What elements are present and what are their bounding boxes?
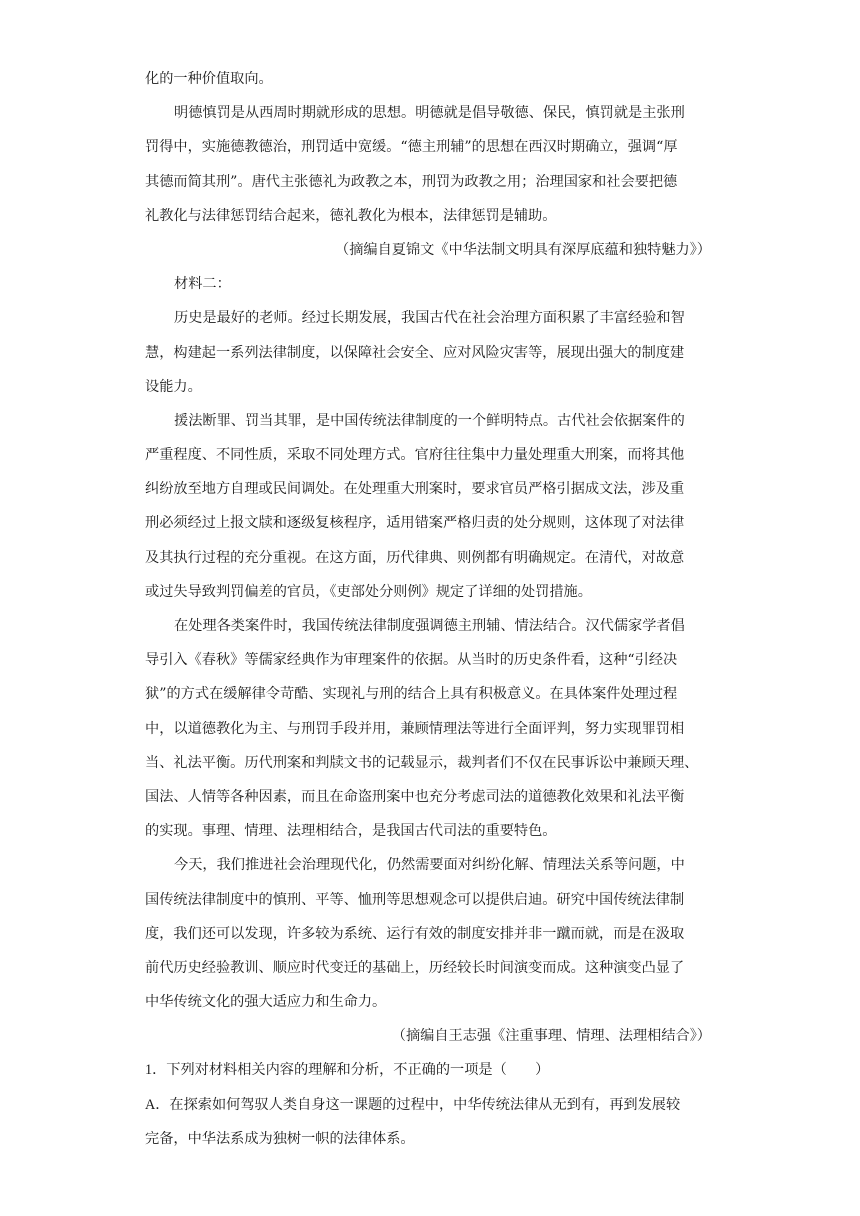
paragraph-line: 历史是最好的老师。经过长期发展，我国古代在社会治理方面积累了丰富经验和智 [174, 310, 685, 327]
paragraph-line: 礼教化与法律惩罚结合起来，德礼教化为根本，法律惩罚是辅助。 [145, 207, 557, 224]
paragraph-line: 的实现。事理、情理、法理相结合，是我国古代司法的重要特色。 [145, 823, 557, 840]
paragraph-line: 中，以道德教化为主、与刑罚手段并用，兼顾情理法等进行全面评判，努力实现罪罚相 [145, 720, 685, 737]
paragraph-line: 化的一种价值取向。 [145, 71, 273, 87]
section-heading: 材料二： [174, 276, 231, 293]
paragraph-line: 其德而简其刑”。唐代主张德礼为政教之本，刑罚为政教之用；治理国家和社会要把德 [145, 173, 678, 190]
paragraph-line: 今天，我们推进社会治理现代化，仍然需要面对纠纷化解、情理法关系等问题，中 [174, 857, 685, 874]
paragraph-line: 严重程度、不同性质，采取不同处理方式。官府往往集中力量处理重大刑案，而将其他 [145, 447, 685, 464]
paragraph-line: 援法断罪、罚当其罪，是中国传统法律制度的一个鲜明特点。古代社会依据案件的 [174, 412, 685, 429]
paragraph-line: 慧，构建起一系列法律制度，以保障社会安全、应对风险灾害等，展现出强大的制度建 [145, 344, 685, 361]
paragraph-line: 狱”的方式在缓解律令苛酷、实现礼与刑的结合上具有积极意义。在具体案件处理过程 [145, 686, 678, 703]
paragraph-line: 中华传统文化的强大适应力和生命力。 [145, 994, 387, 1011]
answer-option-a-continued: 完备，中华法系成为独树一帜的法律体系。 [145, 1130, 415, 1147]
paragraph-line: 国法、人情等各种因素，而且在命盗刑案中也充分考虑司法的道德教化效果和礼法平衡 [145, 788, 685, 805]
question-stem: 1．下列对材料相关内容的理解和分析，不正确的一项是（ ） [145, 1062, 550, 1079]
paragraph-line: 明德慎罚是从西周时期就形成的思想。明德就是倡导敬德、保民，慎罚就是主张刑 [174, 105, 685, 122]
paragraph-line: 设能力。 [145, 378, 202, 395]
paragraph-line: 导引入《春秋》等儒家经典作为审理案件的依据。从当时的历史条件看，这种“引经决 [145, 652, 678, 669]
paragraph-line: 刑必须经过上报文牍和逐级复核程序，适用错案严格归责的处分规则，这体现了对法律 [145, 515, 685, 532]
source-citation: （摘编自夏锦文《中华法制文明具有深厚底蕴和独特魅力》） [335, 241, 711, 258]
answer-option-a: A．在探索如何驾驭人类自身这一课题的过程中，中华传统法律从无到有，再到发展较 [145, 1096, 681, 1113]
document-page [145, 62, 717, 1156]
paragraph-line: 国传统法律制度中的慎刑、平等、恤刑等思想观念可以提供启迪。研究中国传统法律制 [145, 891, 685, 908]
paragraph-line: 在处理各类案件时，我国传统法律制度强调德主刑辅、情法结合。汉代儒家学者倡 [174, 618, 685, 634]
source-citation: （摘编自王志强《注重事理、情理、法理相结合》） [391, 1028, 711, 1045]
paragraph-line: 或过失导致判罚偏差的官员，《吏部处分则例》规定了详细的处罚措施。 [145, 583, 592, 600]
paragraph-line: 罚得中，实施德教德治，刑罚适中宽缓。“德主刑辅”的思想在西汉时期确立，强调“厚 [145, 139, 678, 156]
paragraph-line: 纠纷放至地方自理或民间调处。在处理重大刑案时，要求官员严格引据成文法，涉及重 [145, 481, 685, 498]
paragraph-line: 当、礼法平衡。历代刑案和判牍文书的记载显示，裁判者们不仅在民事诉讼中兼顾天理、 [145, 754, 699, 771]
paragraph-line: 前代历史经验教训、顺应时代变迁的基础上，历经较长时间演变而成。这种演变凸显了 [145, 959, 685, 976]
paragraph-line: 度，我们还可以发现，许多较为系统、运行有效的制度安排并非一蹴而就，而是在汲取 [145, 925, 685, 942]
paragraph-line: 及其执行过程的充分重视。在这方面，历代律典、则例都有明确规定。在清代，对故意 [145, 549, 685, 566]
